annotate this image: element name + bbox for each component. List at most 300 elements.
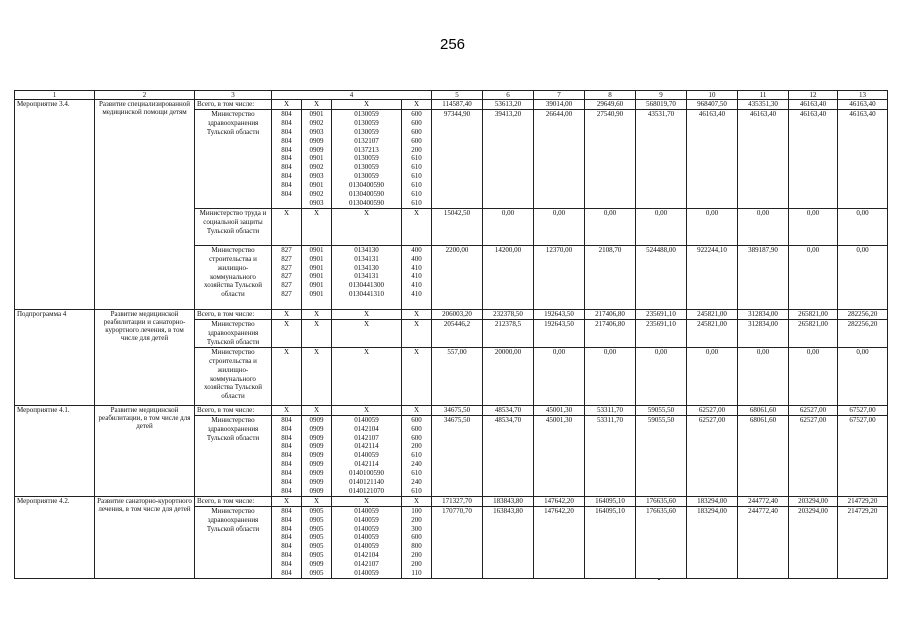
code-value: 600 — [411, 533, 422, 542]
code-value: 0901 — [309, 263, 324, 272]
ministry-name: Министерство строительства и жилищно-коммунального хозяйства Тульской области — [195, 347, 272, 405]
amount-cell: 435351,30 — [738, 100, 789, 110]
amount-cell: 27540,90 — [585, 110, 636, 209]
amount-cell: 176635,60 — [636, 496, 687, 506]
code-value: 0130059 — [354, 127, 379, 136]
amount-cell: 0,00 — [789, 347, 838, 405]
amount-cell: 0,00 — [585, 208, 636, 245]
section-code — [302, 110, 332, 209]
code-value: 0901 — [309, 281, 324, 290]
amount-cell: 67527,00 — [838, 415, 888, 496]
amount-cell: 68061,60 — [738, 405, 789, 415]
code-value: 0903 — [309, 172, 324, 181]
code-value: Х — [283, 100, 290, 108]
amount-cell: 214729,20 — [838, 496, 888, 506]
amount-cell: 232378,50 — [483, 309, 534, 319]
code-value: 200 — [411, 515, 422, 524]
amount-cell: 217406,80 — [585, 319, 636, 347]
amount-cell: 245821,00 — [687, 319, 738, 347]
amount-cell: 15042,50 — [432, 208, 483, 245]
code-value: 0140059 — [354, 415, 379, 424]
amount-cell: 29649,60 — [585, 100, 636, 110]
amount-cell: 67527,00 — [838, 405, 888, 415]
code-value: 0140059 — [354, 506, 379, 515]
table-row — [15, 496, 888, 506]
code-value: 0901 — [309, 272, 324, 281]
section-code — [302, 208, 332, 245]
grbs-code — [272, 506, 302, 578]
amount-cell: 217406,80 — [585, 309, 636, 319]
code-value: 410 — [411, 263, 422, 272]
budget-table — [14, 90, 888, 579]
grbs-code — [272, 415, 302, 496]
target-article-code — [332, 245, 402, 309]
code-value: 0909 — [309, 433, 324, 442]
code-value: 804 — [281, 172, 292, 181]
amount-cell: 170770,70 — [432, 506, 483, 578]
amount-cell: 312834,00 — [738, 319, 789, 347]
code-value: 0130059 — [354, 163, 379, 172]
header-cell: 6 — [483, 91, 534, 100]
program-description: Развитие медицинской реабилитации, в том числе для детей — [95, 405, 195, 496]
code-value: 804 — [281, 136, 292, 145]
code-value: 0901 — [309, 154, 324, 163]
amount-cell: 524488,00 — [636, 245, 687, 309]
ministry-name: Министерство здравоохранения Тульской области — [195, 110, 272, 209]
code-value: Х — [413, 496, 420, 505]
amount-cell: 114587,40 — [432, 100, 483, 110]
amount-cell: 46163,40 — [738, 110, 789, 209]
table-row — [15, 405, 888, 415]
amount-cell: 0,00 — [789, 245, 838, 309]
amount-cell: 203294,00 — [789, 506, 838, 578]
target-article-code — [332, 319, 402, 347]
code-value: 0905 — [309, 533, 324, 542]
amount-cell: 48534,70 — [483, 415, 534, 496]
amount-cell: 206003,20 — [432, 309, 483, 319]
code-value: 610 — [411, 486, 422, 495]
code-value: 610 — [411, 451, 422, 460]
code-value: 100 — [411, 506, 422, 515]
program-description: Развитие специализированной медицинской помощи детям — [95, 100, 195, 310]
expense-type-code — [402, 319, 432, 347]
amount-cell: 53311,70 — [585, 415, 636, 496]
expense-type-code — [402, 415, 432, 496]
amount-cell: 62527,00 — [789, 415, 838, 496]
code-value: 0909 — [309, 145, 324, 154]
code-value: 01304005​90 — [349, 181, 384, 190]
code-value: 804 — [281, 569, 292, 578]
table-row — [15, 309, 888, 319]
expense-type-code — [402, 496, 432, 506]
section-code — [302, 506, 332, 578]
code-value: 610 — [411, 163, 422, 172]
code-value: 0903 — [309, 198, 324, 207]
section-code — [302, 245, 332, 309]
code-value: 0130400590 — [349, 198, 384, 207]
section-code — [302, 319, 332, 347]
code-value: 200 — [411, 560, 422, 569]
amount-cell: 2108,70 — [585, 245, 636, 309]
code-value: 0905 — [309, 506, 324, 515]
code-value: 804 — [281, 190, 292, 199]
code-value: 600 — [411, 415, 422, 424]
code-value: Х — [413, 319, 420, 328]
code-value: 0909 — [309, 424, 324, 433]
amount-cell: 43531,70 — [636, 110, 687, 209]
target-article-code — [332, 405, 402, 415]
code-value: 0140121070 — [349, 486, 384, 495]
header-cell: 4 — [272, 91, 432, 100]
expense-type-code — [402, 245, 432, 309]
amount-cell: 244772,40 — [738, 506, 789, 578]
code-value: 240 — [411, 460, 422, 469]
header-cell: 8 — [585, 91, 636, 100]
amount-cell: 0,00 — [838, 245, 888, 309]
ministry-name: Министерство здравоохранения Тульской области — [195, 319, 272, 347]
code-value: 804 — [281, 486, 292, 495]
amount-cell: 46163,40 — [789, 110, 838, 209]
code-value: 0905 — [309, 515, 324, 524]
code-value: 804 — [281, 542, 292, 551]
amount-cell: 0,00 — [687, 347, 738, 405]
amount-cell: 282256,20 — [838, 319, 888, 347]
code-value: 0905 — [309, 524, 324, 533]
amount-cell: 171327,70 — [432, 496, 483, 506]
code-value: 410 — [411, 281, 422, 290]
code-value: 0134131 — [354, 272, 379, 281]
amount-cell: 557,00 — [432, 347, 483, 405]
code-value: 0130059 — [354, 154, 379, 163]
code-value: 610 — [411, 154, 422, 163]
expense-type-code — [402, 208, 432, 245]
section-code — [302, 405, 332, 415]
program-label: Мероприятие 4.2. — [15, 496, 95, 578]
header-row — [15, 91, 888, 100]
code-value: 0142104 — [354, 424, 379, 433]
section-code — [302, 415, 332, 496]
amount-cell: 0,00 — [687, 208, 738, 245]
amount-cell: 205446,2 — [432, 319, 483, 347]
amount-cell: 26644,00 — [534, 110, 585, 209]
code-value: 0142107 — [354, 433, 379, 442]
section-code — [302, 100, 332, 110]
amount-cell: 183294,00 — [687, 506, 738, 578]
amount-cell: 0,00 — [738, 208, 789, 245]
code-value: 0901 — [309, 254, 324, 263]
code-value: 0130441300 — [349, 281, 384, 290]
code-value: 0134130 — [354, 263, 379, 272]
target-article-code — [332, 208, 402, 245]
code-value: 0142114 — [354, 442, 379, 451]
amount-cell: 62527,00 — [687, 405, 738, 415]
code-value: 0140059 — [354, 451, 379, 460]
amount-cell: 0,00 — [636, 347, 687, 405]
code-value: 110 — [411, 569, 422, 578]
amount-cell: 0,00 — [534, 347, 585, 405]
grbs-code — [272, 309, 302, 319]
total-label: Всего, в том числе: — [195, 100, 272, 110]
code-value: 804 — [281, 415, 292, 424]
amount-cell: 0,00 — [838, 347, 888, 405]
code-value: 0140059 — [354, 515, 379, 524]
amount-cell: 183843,80 — [483, 496, 534, 506]
code-value: 827 — [281, 245, 292, 254]
code-value: 0130059 — [354, 172, 379, 181]
code-value: 0901 — [309, 110, 324, 118]
amount-cell: 968407,50 — [687, 100, 738, 110]
amount-cell: 163843,80 — [483, 506, 534, 578]
code-value: 804 — [281, 524, 292, 533]
code-value: 200 — [411, 442, 422, 451]
code-value: 804 — [281, 145, 292, 154]
amount-cell: 34675,50 — [432, 415, 483, 496]
code-value: 804 — [281, 560, 292, 569]
grbs-code — [272, 245, 302, 309]
code-value: 804 — [281, 460, 292, 469]
code-value: 827 — [281, 290, 292, 299]
amount-cell: 176635,60 — [636, 506, 687, 578]
code-value: 804 — [281, 515, 292, 524]
code-value: 610 — [411, 181, 422, 190]
ministry-name: Министерство здравоохранения Тульской области — [195, 415, 272, 496]
total-label: Всего, в том числе: — [195, 405, 272, 415]
code-value: 0901 — [309, 290, 324, 299]
amount-cell: 164095,10 — [585, 506, 636, 578]
expense-type-code — [402, 110, 432, 209]
total-label: Всего, в том числе: — [195, 496, 272, 506]
amount-cell: 48534,70 — [483, 405, 534, 415]
program-description: Развитие санаторно-курортного лечения, в том числе для детей — [95, 496, 195, 578]
header-cell: 2 — [95, 91, 195, 100]
code-value: 0130400590 — [349, 190, 384, 199]
code-value: 0902 — [309, 190, 324, 199]
code-value: 0909 — [309, 415, 324, 424]
code-value: 200 — [411, 145, 422, 154]
code-value: 0909 — [309, 560, 324, 569]
amount-cell: 203294,00 — [789, 496, 838, 506]
code-value: Х — [363, 496, 370, 505]
scan-speck — [658, 578, 660, 580]
grbs-code — [272, 347, 302, 405]
expense-type-code — [402, 506, 432, 578]
code-value: Х — [313, 319, 320, 328]
code-value: Х — [313, 208, 320, 217]
amount-cell: 214729,20 — [838, 506, 888, 578]
code-value: 610 — [411, 190, 422, 199]
amount-cell: 0,00 — [585, 347, 636, 405]
code-value: 0140059 — [354, 542, 379, 551]
code-value: 0909 — [309, 451, 324, 460]
code-value: 827 — [281, 272, 292, 281]
code-value: Х — [363, 347, 370, 356]
code-value: Х — [283, 309, 290, 318]
amount-cell: 235691,10 — [636, 319, 687, 347]
header-cell: 5 — [432, 91, 483, 100]
code-value: 804 — [281, 181, 292, 190]
amount-cell: 34675,50 — [432, 405, 483, 415]
amount-cell: 46163,40 — [838, 110, 888, 209]
amount-cell: 59055,50 — [636, 405, 687, 415]
header-cell: 3 — [195, 91, 272, 100]
code-value: 0909 — [309, 136, 324, 145]
code-value: Х — [413, 347, 420, 356]
code-value: 0130059 — [354, 118, 379, 127]
code-value: 610 — [411, 172, 422, 181]
code-value: 610 — [411, 198, 422, 207]
code-value: 400 — [411, 245, 422, 254]
code-value: 600 — [411, 127, 422, 136]
code-value: Х — [413, 208, 420, 217]
code-value: 410 — [411, 290, 422, 299]
target-article-code — [332, 110, 402, 209]
code-value: 0905 — [309, 569, 324, 578]
code-value: 0140059 — [354, 533, 379, 542]
amount-cell: 53613,20 — [483, 100, 534, 110]
code-value: 400 — [411, 254, 422, 263]
code-value: 0137213 — [354, 145, 379, 154]
code-value: 0902 — [309, 118, 324, 127]
grbs-code — [272, 405, 302, 415]
header-cell: 13 — [838, 91, 888, 100]
code-value: 804 — [281, 127, 292, 136]
code-value: 804 — [281, 110, 292, 118]
code-value: 240 — [411, 478, 422, 487]
amount-cell: 0,00 — [838, 208, 888, 245]
expense-type-code — [402, 347, 432, 405]
code-value: Х — [283, 496, 290, 505]
code-value: 600 — [411, 110, 422, 118]
amount-cell: 192643,50 — [534, 319, 585, 347]
code-value: Х — [313, 347, 320, 356]
code-value: 200 — [411, 551, 422, 560]
section-code — [302, 347, 332, 405]
code-value: 300 — [411, 524, 422, 533]
amount-cell: 568019,70 — [636, 100, 687, 110]
program-label: Подпрограмма 4 — [15, 309, 95, 405]
program-description: Развитие медицинской реабилитации и санаторно-курортного лечения, в том числе для детей — [95, 309, 195, 405]
code-value: 0909 — [309, 442, 324, 451]
code-value: Х — [313, 100, 320, 108]
code-value: 0905 — [309, 551, 324, 560]
code-value: 0909 — [309, 486, 324, 495]
amount-cell: 164095,10 — [585, 496, 636, 506]
amount-cell: 0,00 — [738, 347, 789, 405]
code-value: 0140121140 — [349, 478, 384, 487]
code-value: Х — [413, 405, 420, 414]
amount-cell: 46163,40 — [687, 110, 738, 209]
target-article-code — [332, 100, 402, 110]
amount-cell: 0,00 — [483, 208, 534, 245]
grbs-code — [272, 100, 302, 110]
code-value: 600 — [411, 136, 422, 145]
code-value: Х — [313, 309, 320, 318]
target-article-code — [332, 506, 402, 578]
amount-cell: 45001,30 — [534, 405, 585, 415]
code-value: 804 — [281, 551, 292, 560]
amount-cell: 235691,10 — [636, 309, 687, 319]
code-value: 0901 — [309, 181, 324, 190]
amount-cell: 39413,20 — [483, 110, 534, 209]
amount-cell: 68061,60 — [738, 415, 789, 496]
ministry-name: Министерство здравоохранения Тульской области — [195, 506, 272, 578]
amount-cell: 39014,00 — [534, 100, 585, 110]
amount-cell: 46163,40 — [838, 100, 888, 110]
code-value: 0142114 — [354, 460, 379, 469]
program-label: Мероприятие 4.1. — [15, 405, 95, 496]
amount-cell: 265821,00 — [789, 319, 838, 347]
code-value: 410 — [411, 272, 422, 281]
code-value: 804 — [281, 163, 292, 172]
amount-cell: 2200,00 — [432, 245, 483, 309]
ministry-name: Министерство труда и социальной защиты Тульской области — [195, 208, 272, 245]
header-cell: 12 — [789, 91, 838, 100]
code-value: 600 — [411, 424, 422, 433]
expense-type-code — [402, 309, 432, 319]
amount-cell: 244772,40 — [738, 496, 789, 506]
page-number: 256 — [439, 36, 466, 53]
code-value: 0909 — [309, 478, 324, 487]
header-cell: 9 — [636, 91, 687, 100]
code-value: 0140059 — [354, 524, 379, 533]
code-value: Х — [363, 319, 370, 328]
expense-type-code — [402, 405, 432, 415]
code-value: 800 — [411, 542, 422, 551]
code-value: Х — [413, 309, 420, 318]
amount-cell: 62527,00 — [687, 415, 738, 496]
code-value: 0903 — [309, 127, 324, 136]
total-label: Всего, в том числе: — [195, 309, 272, 319]
amount-cell: 97344,90 — [432, 110, 483, 209]
code-value: Х — [363, 309, 370, 318]
amount-cell: 0,00 — [789, 208, 838, 245]
grbs-code — [272, 319, 302, 347]
table-row — [15, 100, 888, 110]
code-value: 0140100590 — [349, 469, 384, 478]
amount-cell: 45001,30 — [534, 415, 585, 496]
code-value: 0130441310 — [349, 290, 384, 299]
section-code — [302, 309, 332, 319]
amount-cell: 46163,40 — [789, 100, 838, 110]
code-value: Х — [363, 208, 370, 217]
code-value: 0140059 — [354, 569, 379, 578]
amount-cell: 12370,00 — [534, 245, 585, 309]
code-value: 0142107 — [354, 560, 379, 569]
header-cell: 7 — [534, 91, 585, 100]
code-value: Х — [283, 208, 290, 217]
code-value: 0909 — [309, 460, 324, 469]
header-cell: 10 — [687, 91, 738, 100]
code-value: 827 — [281, 281, 292, 290]
code-value: Х — [413, 100, 420, 108]
code-value: 610 — [411, 469, 422, 478]
amount-cell: 0,00 — [534, 208, 585, 245]
code-value: Х — [313, 496, 320, 505]
code-value: Х — [363, 405, 370, 414]
amount-cell: 53311,70 — [585, 405, 636, 415]
amount-cell: 183294,00 — [687, 496, 738, 506]
code-value: 804 — [281, 506, 292, 515]
code-value: 804 — [281, 469, 292, 478]
code-value: 0909 — [309, 469, 324, 478]
code-value: 600 — [411, 433, 422, 442]
code-value: 0142104 — [354, 551, 379, 560]
code-value: 804 — [281, 533, 292, 542]
amount-cell: 14200,00 — [483, 245, 534, 309]
code-value: Х — [283, 319, 290, 328]
amount-cell: 312834,00 — [738, 309, 789, 319]
amount-cell: 20000,00 — [483, 347, 534, 405]
